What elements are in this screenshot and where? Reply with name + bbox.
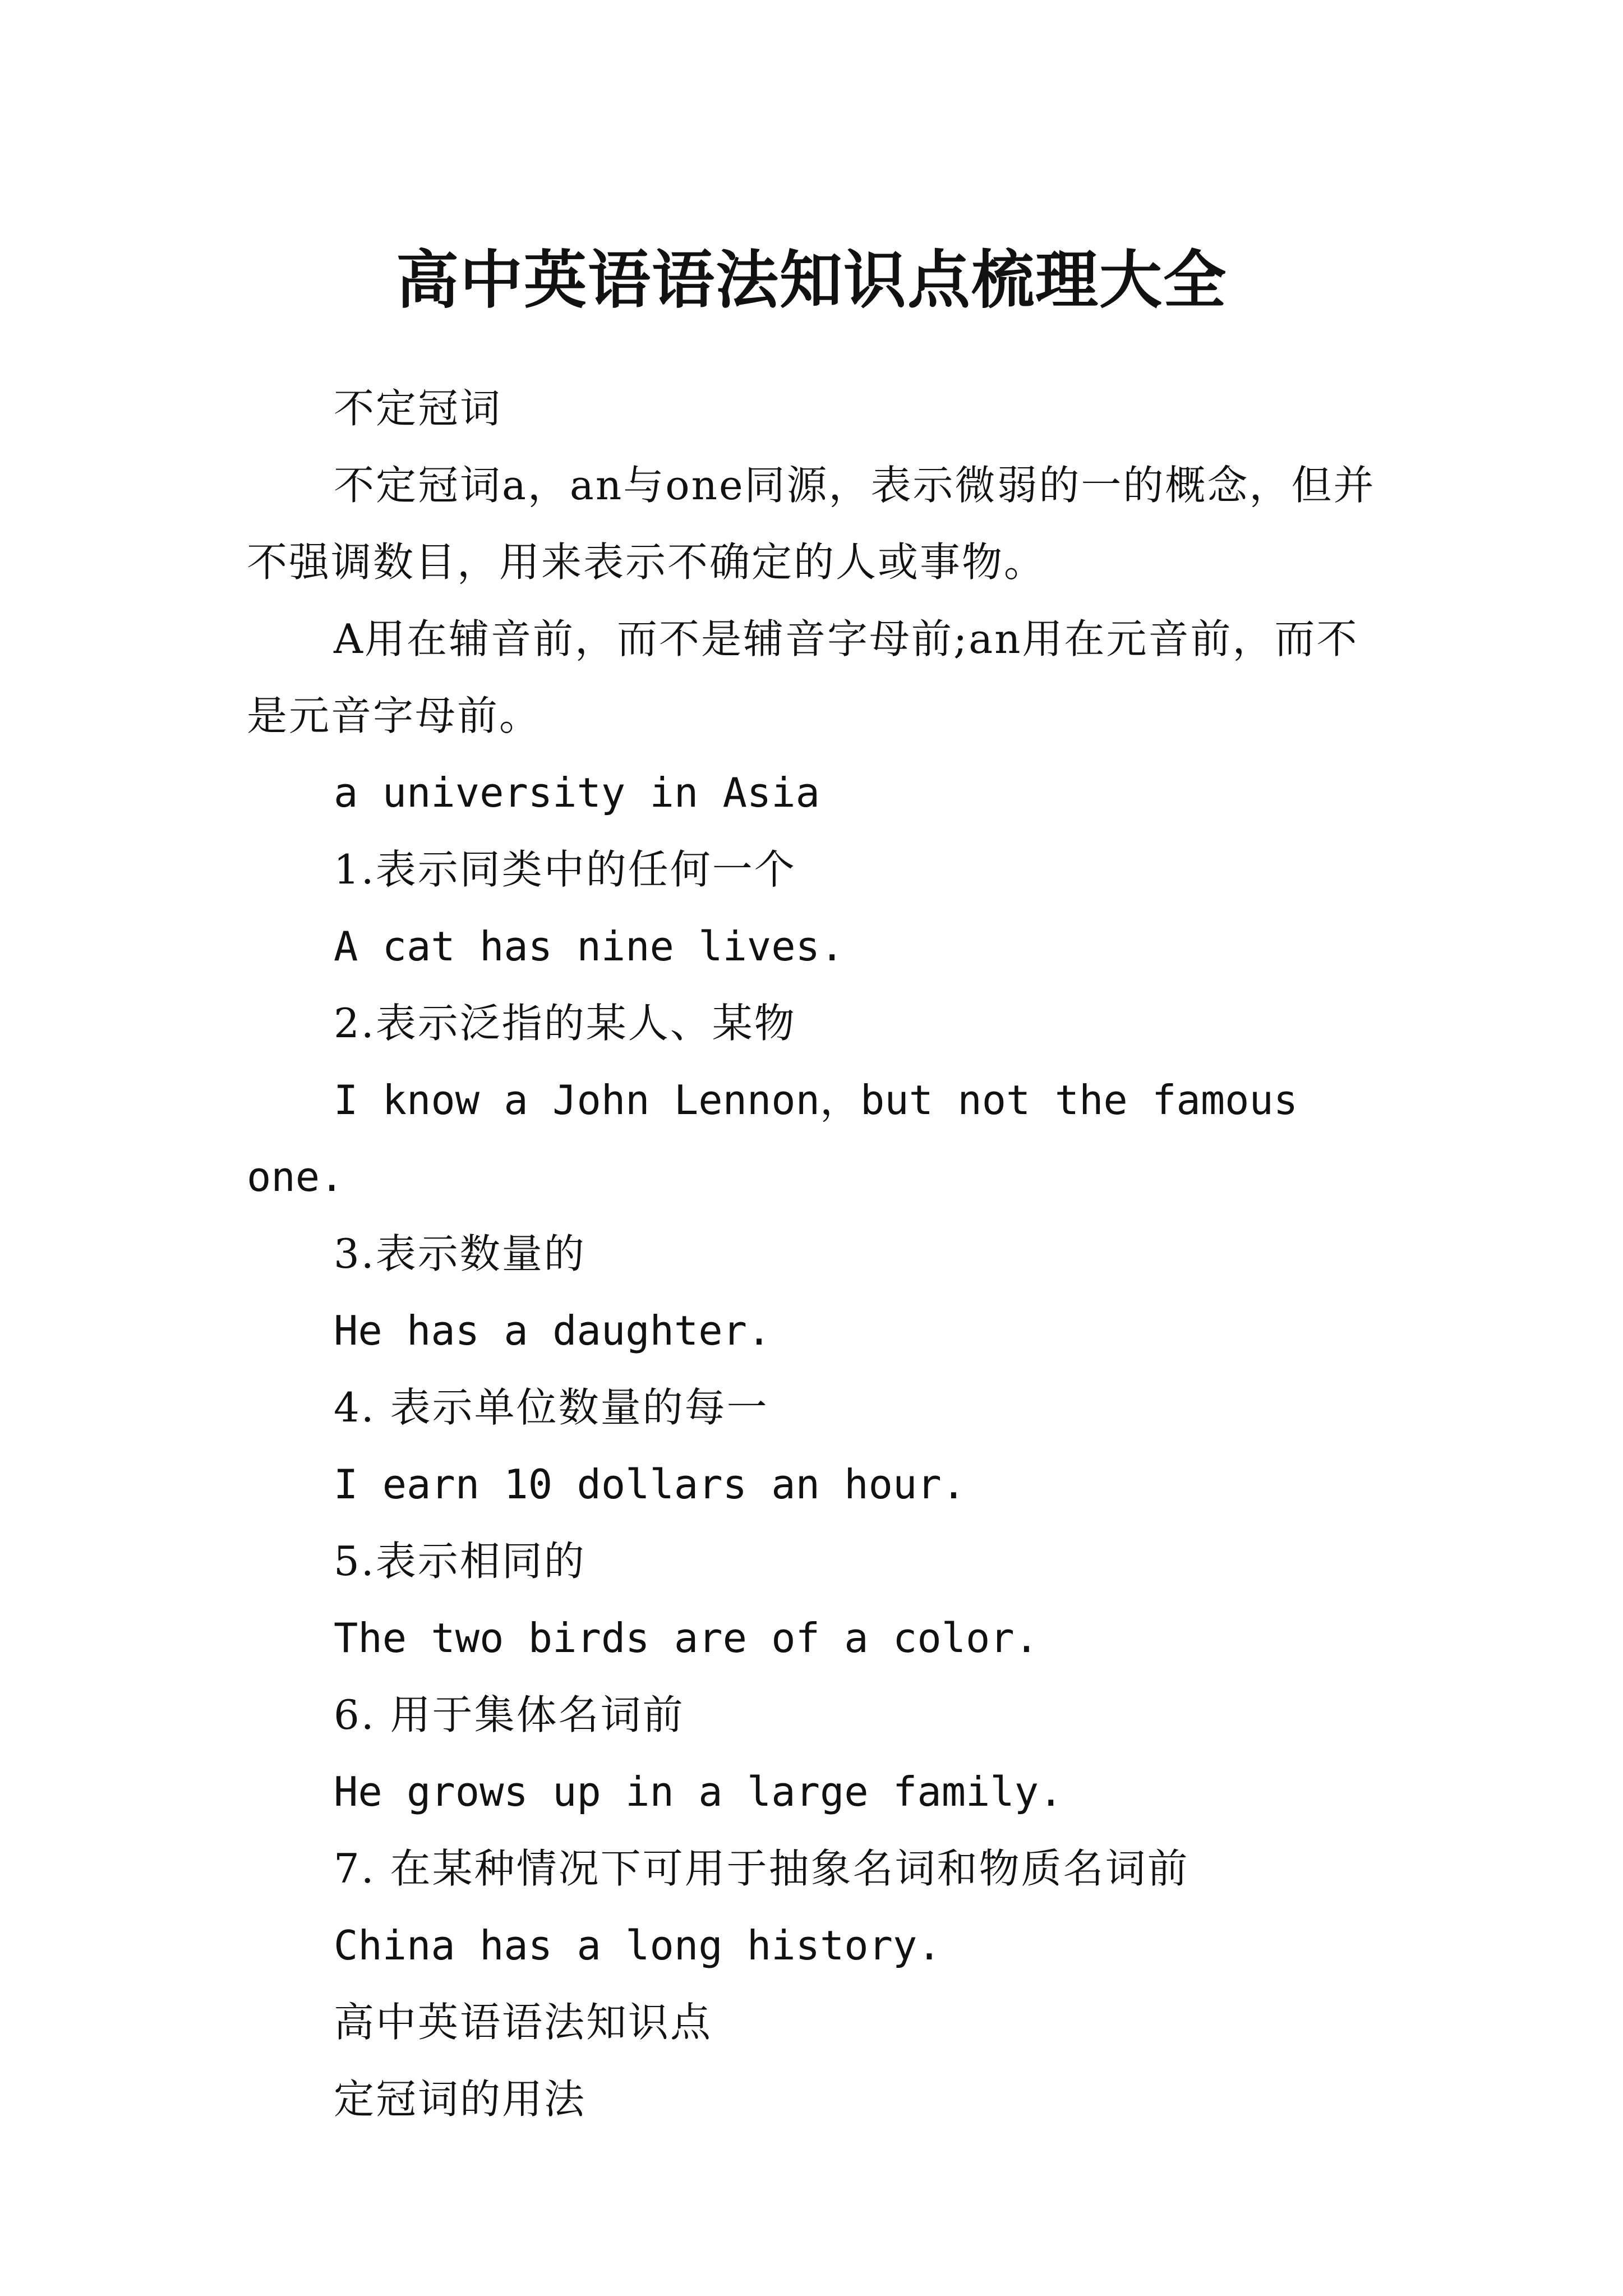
page-title: 高中英语语法知识点梳理大全 (396, 243, 1227, 318)
rule-item: 7. 在某种情况下可用于抽象名词和物质名词前 (334, 1845, 1189, 1892)
rule-item: 2.表示泛指的某人、某物 (334, 1000, 796, 1047)
rule-item: 6. 用于集体名词前 (334, 1691, 685, 1738)
example-sentence: a university in Asia (334, 769, 820, 816)
paragraph-heading-indefinite-article: 不定冠词 (334, 385, 502, 432)
subsection-heading: 定冠词的用法 (334, 2076, 587, 2123)
example-sentence: He grows up in a large family. (334, 1768, 1063, 1815)
example-sentence: The two birds are of a color. (334, 1614, 1039, 1662)
document-body (247, 370, 1380, 2138)
rule-item: 3.表示数量的 (334, 1230, 586, 1277)
example-sentence: I know a John Lennon，but not the famous one. (247, 1076, 1298, 1200)
example-sentence: He has a daughter. (334, 1307, 772, 1354)
paragraph-definition: 不定冠词a，an与one同源，表示微弱的一的概念，但并不强调数目，用来表示不确定的人或事物。 (247, 462, 1376, 586)
example-sentence: I earn 10 dollars an hour. (334, 1461, 966, 1508)
example-sentence: A cat has nine lives. (334, 923, 845, 970)
rule-item: 5.表示相同的 (334, 1538, 586, 1585)
paragraph-usage-rule: A用在辅音前，而不是辅音字母前;an用在元音前，而不是元音字母前。 (247, 615, 1359, 739)
example-sentence: China has a long history. (334, 1922, 942, 1969)
section-heading: 高中英语语法知识点 (334, 1999, 713, 2046)
rule-item: 1.表示同类中的任何一个 (334, 846, 796, 893)
rule-item: 4. 表示单位数量的每一 (334, 1384, 769, 1431)
